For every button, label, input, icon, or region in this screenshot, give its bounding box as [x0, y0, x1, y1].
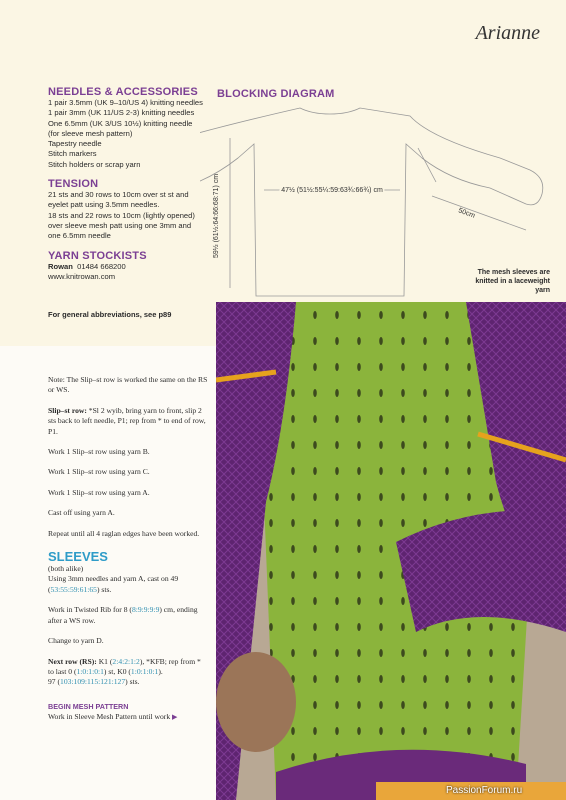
needles-line: (for sleeve mesh pattern) [48, 128, 133, 138]
total-text-end: ) sts. [125, 677, 140, 687]
rib-text-end: ) cm, ending after a WS row. [48, 605, 198, 625]
needles-line: One 6.5mm (UK 3/US 10½) knitting needle [48, 118, 193, 128]
size-values: 103:109:115:121:127 [60, 677, 126, 687]
change-yarn: Change to yarn D. [48, 636, 104, 646]
needles-line: 1 pair 3mm (UK 11/US 2-3) knitting needles [48, 108, 195, 118]
slip-row-instruction [48, 406, 208, 437]
cast-on-text-end: ) sts. [96, 584, 112, 594]
tension-line: over sleeve mesh patt using one 3mm and [48, 220, 192, 230]
needles-line: Stitch markers [48, 149, 97, 159]
tension-line: one 6.5mm needle [48, 231, 111, 241]
cast-off: Cast off using yarn A. [48, 508, 115, 518]
needles-line: Tapestry needle [48, 139, 102, 149]
continue-arrow-icon: ▶ [172, 713, 178, 722]
step-yarn-c: Work 1 Slip–st row using yarn C. [48, 467, 150, 477]
blocking-heading: BLOCKING DIAGRAM [217, 88, 335, 100]
sleeve-seam [418, 148, 436, 182]
photo-illustration [216, 302, 566, 800]
watermark: PassionForum.ru [446, 785, 523, 796]
next-row-text: ), *KFB; rep from * to last 0 ( [48, 656, 201, 676]
mesh-pattern-line [48, 712, 208, 722]
mesh-sleeve-note: The mesh sleeves are knitted in a laceweight yarn [475, 269, 550, 294]
repeat-instruction: Repeat until all 4 raglan edges have been worked. [48, 528, 200, 538]
needles-line: 1 pair 3.5mm (UK 9–10/US 4) knitting needles [48, 98, 203, 107]
mesh-pattern-heading: BEGIN MESH PATTERN [48, 701, 129, 711]
stockists-heading: YARN STOCKISTS [48, 249, 147, 262]
abbreviations-note: For general abbreviations, see p89 [48, 310, 172, 319]
instructions-text [48, 375, 208, 723]
slip-row-text: *Sl 2 wyib, bring yarn to front, slip 2 sts back to left needle, P1; rep from * to end of row, P1. [48, 405, 206, 436]
size-values: 1:0:1:0:1 [130, 666, 159, 676]
stockist-phone: 01484 668200 [77, 261, 126, 271]
slip-note: Note: The Slip–st row is worked the same on the RS or WS. [48, 375, 208, 395]
tension-section [48, 178, 218, 241]
needles-line: Stitch holders or scrap yarn [48, 159, 141, 169]
sleeves-heading: SLEEVES [48, 549, 108, 565]
stockists-section [48, 250, 218, 283]
size-values: 1:0:1:0:1 [76, 666, 104, 676]
both-alike: (both alike) [48, 564, 84, 574]
width-label: 47½ (51½:55¼:59:63¾:66¾) cm [281, 187, 383, 194]
stockist-website[interactable]: www.knitrowan.com [48, 271, 116, 281]
hand [216, 652, 296, 752]
tension-line: 18 sts and 22 rows to 10cm (lightly opened) [48, 210, 195, 220]
rib-text: Work in Twisted Rib for 8 ( [48, 605, 132, 615]
step-yarn-a: Work 1 Slip–st row using yarn A. [48, 487, 150, 497]
next-row-text: K1 ( [96, 656, 113, 666]
next-row-instruction [48, 657, 208, 688]
sweater-photo [216, 302, 566, 800]
needles-heading: NEEDLES & ACCESSORIES [48, 86, 198, 98]
page-title: Arianne [475, 22, 540, 44]
tension-heading: TENSION [48, 178, 99, 191]
cast-on-text: Using 3mm needles and yarn A, cast on 49 ( [48, 574, 179, 594]
sleeve-arrow [432, 196, 526, 230]
next-row-text: ). [158, 666, 163, 676]
needles-section [48, 86, 218, 170]
size-values: 8:9:9:9:9 [131, 605, 160, 615]
stockist-brand: Rowan [48, 261, 73, 271]
step-yarn-b: Work 1 Slip–st row using yarn B. [48, 447, 150, 457]
rib-instruction [48, 605, 208, 626]
tension-line: 21 sts and 30 rows to 10cm over st st and [48, 190, 189, 200]
length-label: 59½ (61½:64:66:68:71) cm [213, 173, 220, 258]
slip-row-label: Slip–st row: [48, 405, 87, 415]
next-row-text: ) st, K0 ( [103, 666, 131, 676]
tension-line: eyelet patt using 3.5mm needles. [48, 200, 160, 210]
mesh-pattern-text: Work in Sleeve Mesh Pattern until work [48, 712, 171, 722]
next-row-label: Next row (RS): [48, 656, 97, 666]
sleeve-label: 50cm [457, 207, 476, 220]
size-values: 53:55:59:61:65 [50, 584, 97, 594]
materials-column [48, 86, 218, 290]
size-values: 2:4:2:1:2 [112, 656, 140, 666]
total-text: 97 ( [48, 677, 61, 687]
cast-on-instruction [48, 574, 208, 595]
